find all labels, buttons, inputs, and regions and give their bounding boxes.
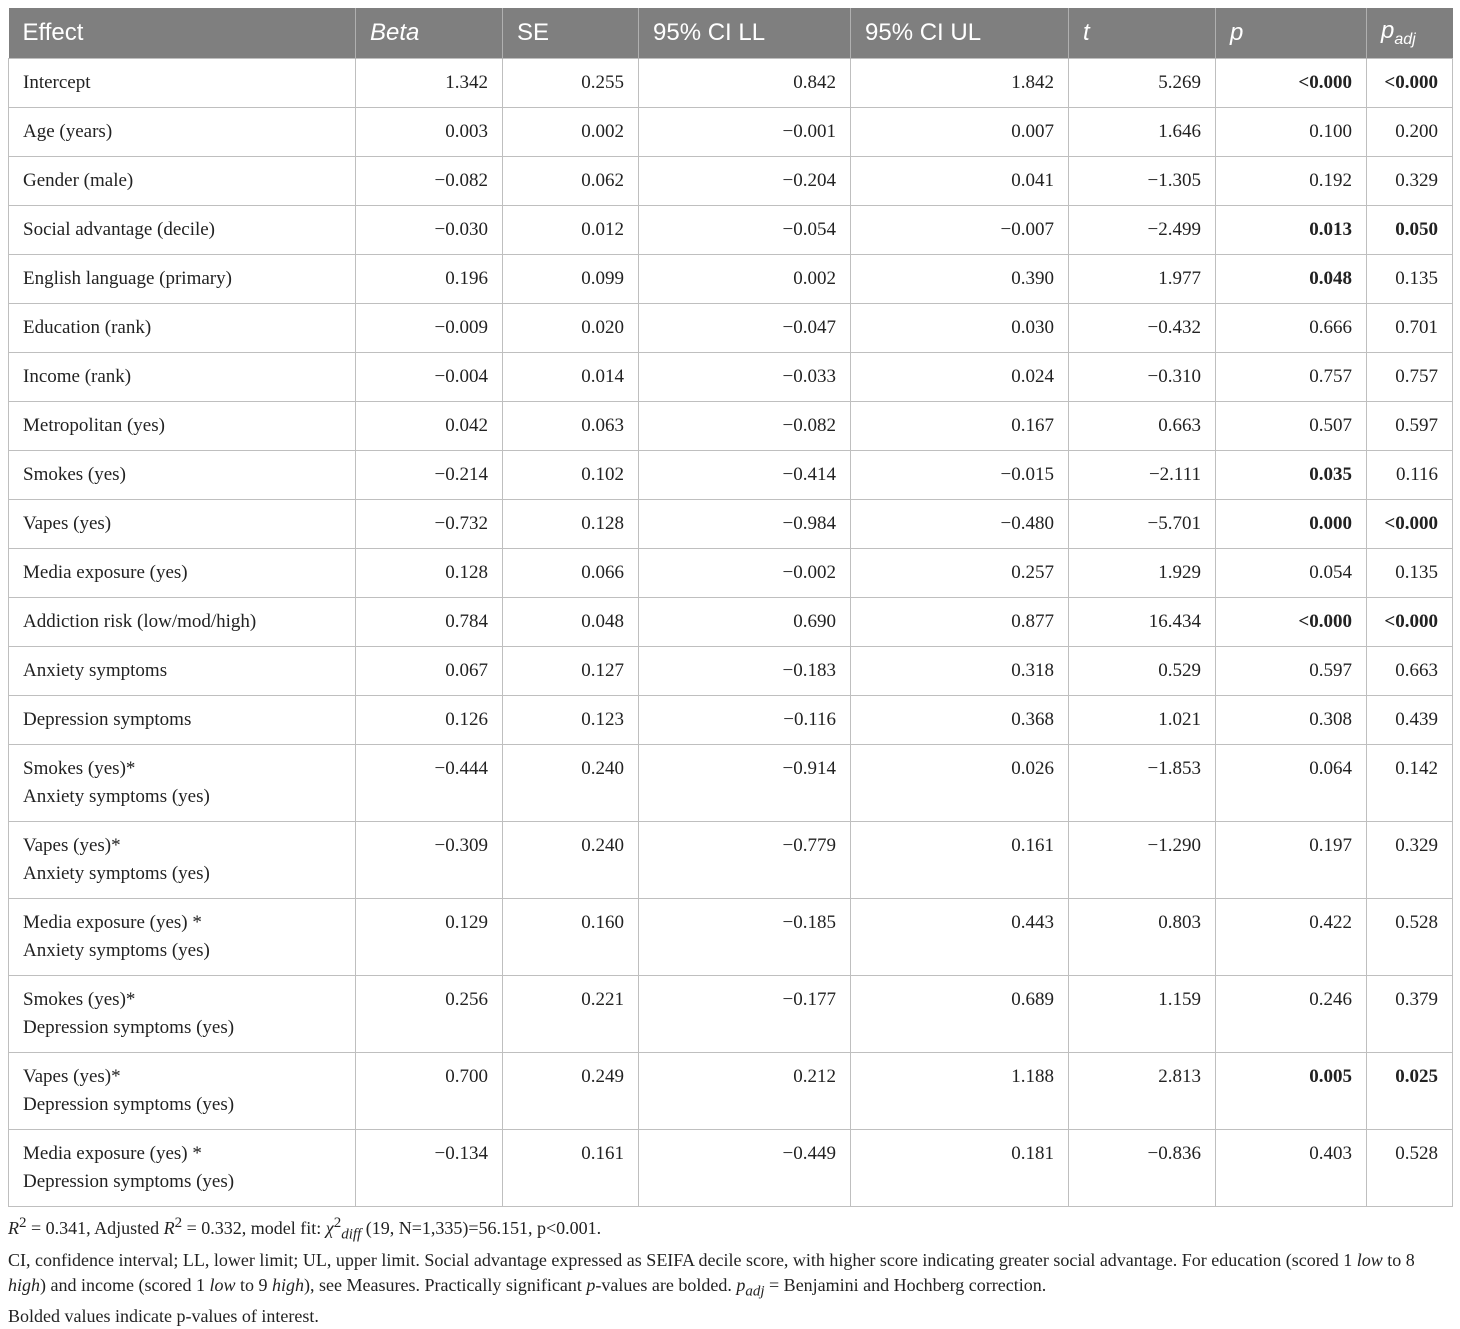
cell-p: 0.666 bbox=[1216, 304, 1367, 353]
abbr-high-2: high bbox=[271, 1274, 304, 1295]
cell-se: 0.012 bbox=[503, 206, 639, 255]
cell-p-adj: 0.528 bbox=[1367, 899, 1453, 976]
cell-effect bbox=[9, 745, 356, 822]
cell-effect bbox=[9, 976, 356, 1053]
cell-ci-ul: 0.024 bbox=[851, 353, 1069, 402]
cell-p-adj: 0.663 bbox=[1367, 647, 1453, 696]
table-row bbox=[9, 59, 1453, 108]
bolded-note: Bolded values indicate p-values of interest. bbox=[8, 1306, 319, 1327]
abbreviations-note bbox=[8, 1248, 1452, 1305]
cell-p: 0.597 bbox=[1216, 647, 1367, 696]
effect-label-line: Smokes (yes)* bbox=[23, 758, 136, 779]
effect-label-line: Addiction risk (low/mod/high) bbox=[23, 611, 257, 632]
cell-p-adj: 0.701 bbox=[1367, 304, 1453, 353]
cell-effect bbox=[9, 598, 356, 647]
cell-t: −1.305 bbox=[1069, 157, 1216, 206]
cell-ci-ll: 0.690 bbox=[639, 598, 851, 647]
cell-p-adj: 0.135 bbox=[1367, 255, 1453, 304]
cell-ci-ll: −0.183 bbox=[639, 647, 851, 696]
cell-p: 0.035 bbox=[1216, 451, 1367, 500]
cell-p: 0.422 bbox=[1216, 899, 1367, 976]
cell-p: 0.192 bbox=[1216, 157, 1367, 206]
effect-label-line: Education (rank) bbox=[23, 317, 152, 338]
abbr-p-italic: p bbox=[586, 1274, 596, 1295]
effect-label-line: Intercept bbox=[23, 72, 91, 93]
cell-p: 0.246 bbox=[1216, 976, 1367, 1053]
cell-t: −2.499 bbox=[1069, 206, 1216, 255]
cell-ci-ll: −0.033 bbox=[639, 353, 851, 402]
cell-beta: 0.003 bbox=[356, 108, 503, 157]
cell-ci-ul: 1.842 bbox=[851, 59, 1069, 108]
cell-effect bbox=[9, 206, 356, 255]
cell-se: 0.240 bbox=[503, 822, 639, 899]
cell-se: 0.128 bbox=[503, 500, 639, 549]
cell-ci-ll: −0.177 bbox=[639, 976, 851, 1053]
cell-se: 0.160 bbox=[503, 899, 639, 976]
abbr-text-1: CI, confidence interval; LL, lower limit; UL, upper limit. Social advantage expressed as SEIFA decile score, with higher score indicating greater social advantage. For education (scored 1 bbox=[8, 1249, 1357, 1270]
header-effect: Effect bbox=[9, 8, 356, 59]
cell-se: 0.255 bbox=[503, 59, 639, 108]
table-footnotes bbox=[8, 1211, 1452, 1329]
chi-sub: diff bbox=[341, 1226, 362, 1243]
effect-label-line: Smokes (yes)* bbox=[23, 989, 136, 1010]
cell-ci-ll: −0.914 bbox=[639, 745, 851, 822]
chi-symbol: χ bbox=[325, 1218, 334, 1238]
effect-label-line: Depression symptoms (yes) bbox=[23, 1017, 235, 1038]
cell-p-adj: 0.329 bbox=[1367, 822, 1453, 899]
header-ci-ul: 95% CI UL bbox=[851, 8, 1069, 59]
cell-beta: 0.042 bbox=[356, 402, 503, 451]
adj-r2-sup: 2 bbox=[174, 1215, 183, 1231]
cell-t: 0.803 bbox=[1069, 899, 1216, 976]
table-row bbox=[9, 549, 1453, 598]
cell-p: 0.308 bbox=[1216, 696, 1367, 745]
effect-label-line: Anxiety symptoms (yes) bbox=[23, 940, 210, 961]
abbr-text-3: ) and income (scored 1 bbox=[40, 1274, 210, 1295]
table-row bbox=[9, 108, 1453, 157]
cell-t: −1.853 bbox=[1069, 745, 1216, 822]
cell-t: 1.929 bbox=[1069, 549, 1216, 598]
r2-sup: 2 bbox=[19, 1215, 27, 1231]
cell-ci-ul: 0.689 bbox=[851, 976, 1069, 1053]
cell-t: −1.290 bbox=[1069, 822, 1216, 899]
cell-effect bbox=[9, 255, 356, 304]
cell-effect bbox=[9, 1130, 356, 1207]
cell-p-adj: 0.142 bbox=[1367, 745, 1453, 822]
effect-label-line: Depression symptoms bbox=[23, 709, 192, 730]
abbr-low-2: low bbox=[209, 1274, 236, 1295]
regression-table bbox=[8, 8, 1453, 1207]
cell-p-adj: 0.025 bbox=[1367, 1053, 1453, 1130]
cell-se: 0.048 bbox=[503, 598, 639, 647]
abbr-text-6: -values are bolded. bbox=[595, 1274, 737, 1295]
cell-t: −5.701 bbox=[1069, 500, 1216, 549]
table-row bbox=[9, 696, 1453, 745]
cell-ci-ll: −0.054 bbox=[639, 206, 851, 255]
cell-ci-ll: −0.047 bbox=[639, 304, 851, 353]
table-row bbox=[9, 402, 1453, 451]
cell-beta: −0.004 bbox=[356, 353, 503, 402]
cell-beta: −0.444 bbox=[356, 745, 503, 822]
cell-ci-ul: 0.030 bbox=[851, 304, 1069, 353]
cell-p: 0.757 bbox=[1216, 353, 1367, 402]
cell-t: 1.159 bbox=[1069, 976, 1216, 1053]
cell-beta: 0.784 bbox=[356, 598, 503, 647]
chi-rest: (19, N=1,335)=56.151, p<0.001. bbox=[361, 1218, 602, 1238]
cell-beta: −0.009 bbox=[356, 304, 503, 353]
cell-t: 1.646 bbox=[1069, 108, 1216, 157]
cell-ci-ll: −0.449 bbox=[639, 1130, 851, 1207]
cell-se: 0.066 bbox=[503, 549, 639, 598]
model-fit-note bbox=[8, 1211, 1452, 1248]
cell-se: 0.062 bbox=[503, 157, 639, 206]
cell-ci-ll: 0.842 bbox=[639, 59, 851, 108]
cell-t: 0.529 bbox=[1069, 647, 1216, 696]
chi-sup: 2 bbox=[333, 1215, 342, 1231]
cell-p-adj: 0.329 bbox=[1367, 157, 1453, 206]
cell-beta: −0.309 bbox=[356, 822, 503, 899]
header-ci-ll: 95% CI LL bbox=[639, 8, 851, 59]
table-row bbox=[9, 1130, 1453, 1207]
cell-beta: −0.134 bbox=[356, 1130, 503, 1207]
header-se: SE bbox=[503, 8, 639, 59]
abbr-text-7: = Benjamini and Hochberg correction. bbox=[764, 1274, 1047, 1295]
effect-label-line: Age (years) bbox=[23, 121, 113, 142]
table-body bbox=[9, 59, 1453, 1207]
cell-t: 1.021 bbox=[1069, 696, 1216, 745]
table-row bbox=[9, 899, 1453, 976]
header-p-adj bbox=[1367, 8, 1453, 59]
header-p-adj-base: p bbox=[1381, 17, 1395, 45]
cell-effect bbox=[9, 647, 356, 696]
abbr-padj-italic: p bbox=[736, 1274, 746, 1295]
cell-p-adj: <0.000 bbox=[1367, 500, 1453, 549]
cell-ci-ll: −0.414 bbox=[639, 451, 851, 500]
effect-label-line: Depression symptoms (yes) bbox=[23, 1171, 235, 1192]
cell-beta: 0.067 bbox=[356, 647, 503, 696]
cell-p-adj: 0.135 bbox=[1367, 549, 1453, 598]
cell-se: 0.161 bbox=[503, 1130, 639, 1207]
abbr-text-5: ), see Measures. Practically significant bbox=[304, 1274, 587, 1295]
header-row bbox=[9, 8, 1453, 59]
cell-ci-ul: 1.188 bbox=[851, 1053, 1069, 1130]
cell-ci-ll: −0.984 bbox=[639, 500, 851, 549]
cell-se: 0.123 bbox=[503, 696, 639, 745]
cell-effect bbox=[9, 822, 356, 899]
effect-label-line: Media exposure (yes) bbox=[23, 562, 188, 583]
cell-p: 0.000 bbox=[1216, 500, 1367, 549]
cell-beta: −0.214 bbox=[356, 451, 503, 500]
cell-ci-ul: 0.318 bbox=[851, 647, 1069, 696]
header-p: p bbox=[1216, 8, 1367, 59]
r2-symbol: R bbox=[8, 1218, 19, 1238]
cell-t: 0.663 bbox=[1069, 402, 1216, 451]
effect-label-line: Media exposure (yes) * bbox=[23, 1143, 202, 1164]
table-row bbox=[9, 304, 1453, 353]
table-row bbox=[9, 157, 1453, 206]
effect-label-line: Vapes (yes)* bbox=[23, 835, 121, 856]
cell-effect bbox=[9, 157, 356, 206]
cell-p-adj: 0.528 bbox=[1367, 1130, 1453, 1207]
cell-ci-ul: 0.877 bbox=[851, 598, 1069, 647]
cell-ci-ul: −0.007 bbox=[851, 206, 1069, 255]
cell-t: −0.836 bbox=[1069, 1130, 1216, 1207]
cell-p-adj: 0.379 bbox=[1367, 976, 1453, 1053]
cell-p: 0.048 bbox=[1216, 255, 1367, 304]
cell-p-adj: <0.000 bbox=[1367, 59, 1453, 108]
cell-ci-ul: 0.257 bbox=[851, 549, 1069, 598]
abbr-text-2: to 8 bbox=[1382, 1249, 1415, 1270]
abbr-high-1: high bbox=[8, 1274, 41, 1295]
cell-p: <0.000 bbox=[1216, 59, 1367, 108]
effect-label-line: Social advantage (decile) bbox=[23, 219, 216, 240]
cell-p-adj: 0.757 bbox=[1367, 353, 1453, 402]
table-row bbox=[9, 647, 1453, 696]
effect-label-line: Income (rank) bbox=[23, 366, 132, 387]
cell-effect bbox=[9, 1053, 356, 1130]
cell-p: 0.403 bbox=[1216, 1130, 1367, 1207]
table-row bbox=[9, 822, 1453, 899]
cell-t: −2.111 bbox=[1069, 451, 1216, 500]
cell-se: 0.249 bbox=[503, 1053, 639, 1130]
cell-ci-ul: 0.041 bbox=[851, 157, 1069, 206]
effect-label-line: Metropolitan (yes) bbox=[23, 415, 165, 436]
cell-effect bbox=[9, 304, 356, 353]
cell-p-adj: 0.439 bbox=[1367, 696, 1453, 745]
cell-ci-ul: 0.390 bbox=[851, 255, 1069, 304]
cell-p-adj: <0.000 bbox=[1367, 598, 1453, 647]
cell-se: 0.221 bbox=[503, 976, 639, 1053]
cell-p: 0.054 bbox=[1216, 549, 1367, 598]
cell-ci-ll: −0.779 bbox=[639, 822, 851, 899]
cell-effect bbox=[9, 353, 356, 402]
cell-ci-ll: −0.116 bbox=[639, 696, 851, 745]
cell-t: 16.434 bbox=[1069, 598, 1216, 647]
header-t: t bbox=[1069, 8, 1216, 59]
cell-ci-ul: 0.443 bbox=[851, 899, 1069, 976]
cell-ci-ul: −0.480 bbox=[851, 500, 1069, 549]
table-row bbox=[9, 598, 1453, 647]
cell-beta: 0.128 bbox=[356, 549, 503, 598]
r2-value: = 0.341, Adjusted bbox=[26, 1218, 164, 1238]
cell-t: 2.813 bbox=[1069, 1053, 1216, 1130]
cell-effect bbox=[9, 696, 356, 745]
effect-label-line: Vapes (yes) bbox=[23, 513, 112, 534]
cell-ci-ll: −0.204 bbox=[639, 157, 851, 206]
cell-beta: 0.256 bbox=[356, 976, 503, 1053]
cell-se: 0.102 bbox=[503, 451, 639, 500]
table-row bbox=[9, 745, 1453, 822]
effect-label-line: Gender (male) bbox=[23, 170, 134, 191]
effect-label-line: Media exposure (yes) * bbox=[23, 912, 202, 933]
abbr-text-4: to 9 bbox=[235, 1274, 272, 1295]
table-row bbox=[9, 451, 1453, 500]
cell-t: 5.269 bbox=[1069, 59, 1216, 108]
cell-ci-ul: 0.181 bbox=[851, 1130, 1069, 1207]
adj-r2-symbol: R bbox=[163, 1218, 175, 1238]
abbr-low-1: low bbox=[1356, 1249, 1383, 1270]
cell-effect bbox=[9, 108, 356, 157]
abbr-padj-sub: adj bbox=[745, 1283, 765, 1300]
cell-se: 0.020 bbox=[503, 304, 639, 353]
cell-effect bbox=[9, 402, 356, 451]
cell-beta: 0.129 bbox=[356, 899, 503, 976]
cell-effect bbox=[9, 549, 356, 598]
cell-beta: 1.342 bbox=[356, 59, 503, 108]
cell-p: 0.197 bbox=[1216, 822, 1367, 899]
cell-p: 0.064 bbox=[1216, 745, 1367, 822]
cell-effect bbox=[9, 500, 356, 549]
cell-ci-ul: 0.161 bbox=[851, 822, 1069, 899]
cell-effect bbox=[9, 59, 356, 108]
cell-ci-ul: −0.015 bbox=[851, 451, 1069, 500]
cell-p: 0.013 bbox=[1216, 206, 1367, 255]
cell-beta: −0.030 bbox=[356, 206, 503, 255]
cell-ci-ll: −0.185 bbox=[639, 899, 851, 976]
header-p-adj-sub: adj bbox=[1394, 30, 1416, 48]
cell-ci-ul: 0.026 bbox=[851, 745, 1069, 822]
cell-ci-ll: 0.212 bbox=[639, 1053, 851, 1130]
cell-t: −0.310 bbox=[1069, 353, 1216, 402]
cell-beta: 0.196 bbox=[356, 255, 503, 304]
table-row bbox=[9, 255, 1453, 304]
cell-ci-ll: −0.002 bbox=[639, 549, 851, 598]
adj-r2-value: = 0.332, model fit: bbox=[182, 1218, 326, 1238]
effect-label-line: Depression symptoms (yes) bbox=[23, 1094, 235, 1115]
effect-label-line: Anxiety symptoms bbox=[23, 660, 168, 681]
cell-se: 0.240 bbox=[503, 745, 639, 822]
cell-beta: −0.082 bbox=[356, 157, 503, 206]
cell-se: 0.014 bbox=[503, 353, 639, 402]
table-row bbox=[9, 1053, 1453, 1130]
cell-t: −0.432 bbox=[1069, 304, 1216, 353]
cell-effect bbox=[9, 451, 356, 500]
table-row bbox=[9, 976, 1453, 1053]
cell-ci-ul: 0.007 bbox=[851, 108, 1069, 157]
cell-ci-ll: −0.082 bbox=[639, 402, 851, 451]
cell-ci-ul: 0.368 bbox=[851, 696, 1069, 745]
cell-beta: 0.126 bbox=[356, 696, 503, 745]
cell-se: 0.002 bbox=[503, 108, 639, 157]
cell-t: 1.977 bbox=[1069, 255, 1216, 304]
cell-beta: 0.700 bbox=[356, 1053, 503, 1130]
table-row bbox=[9, 500, 1453, 549]
header-beta: Beta bbox=[356, 8, 503, 59]
cell-p-adj: 0.597 bbox=[1367, 402, 1453, 451]
cell-p: 0.005 bbox=[1216, 1053, 1367, 1130]
cell-effect bbox=[9, 899, 356, 976]
cell-p-adj: 0.050 bbox=[1367, 206, 1453, 255]
cell-p-adj: 0.200 bbox=[1367, 108, 1453, 157]
cell-ci-ul: 0.167 bbox=[851, 402, 1069, 451]
effect-label-line: Smokes (yes) bbox=[23, 464, 126, 485]
cell-p: 0.100 bbox=[1216, 108, 1367, 157]
cell-beta: −0.732 bbox=[356, 500, 503, 549]
cell-se: 0.063 bbox=[503, 402, 639, 451]
effect-label-line: English language (primary) bbox=[23, 268, 232, 289]
regression-table-container bbox=[8, 8, 1452, 1329]
table-row bbox=[9, 206, 1453, 255]
cell-se: 0.127 bbox=[503, 647, 639, 696]
cell-ci-ll: −0.001 bbox=[639, 108, 851, 157]
effect-label-line: Anxiety symptoms (yes) bbox=[23, 786, 210, 807]
cell-p-adj: 0.116 bbox=[1367, 451, 1453, 500]
cell-p: <0.000 bbox=[1216, 598, 1367, 647]
effect-label-line: Vapes (yes)* bbox=[23, 1066, 121, 1087]
cell-se: 0.099 bbox=[503, 255, 639, 304]
effect-label-line: Anxiety symptoms (yes) bbox=[23, 863, 210, 884]
cell-p: 0.507 bbox=[1216, 402, 1367, 451]
cell-ci-ll: 0.002 bbox=[639, 255, 851, 304]
table-row bbox=[9, 353, 1453, 402]
